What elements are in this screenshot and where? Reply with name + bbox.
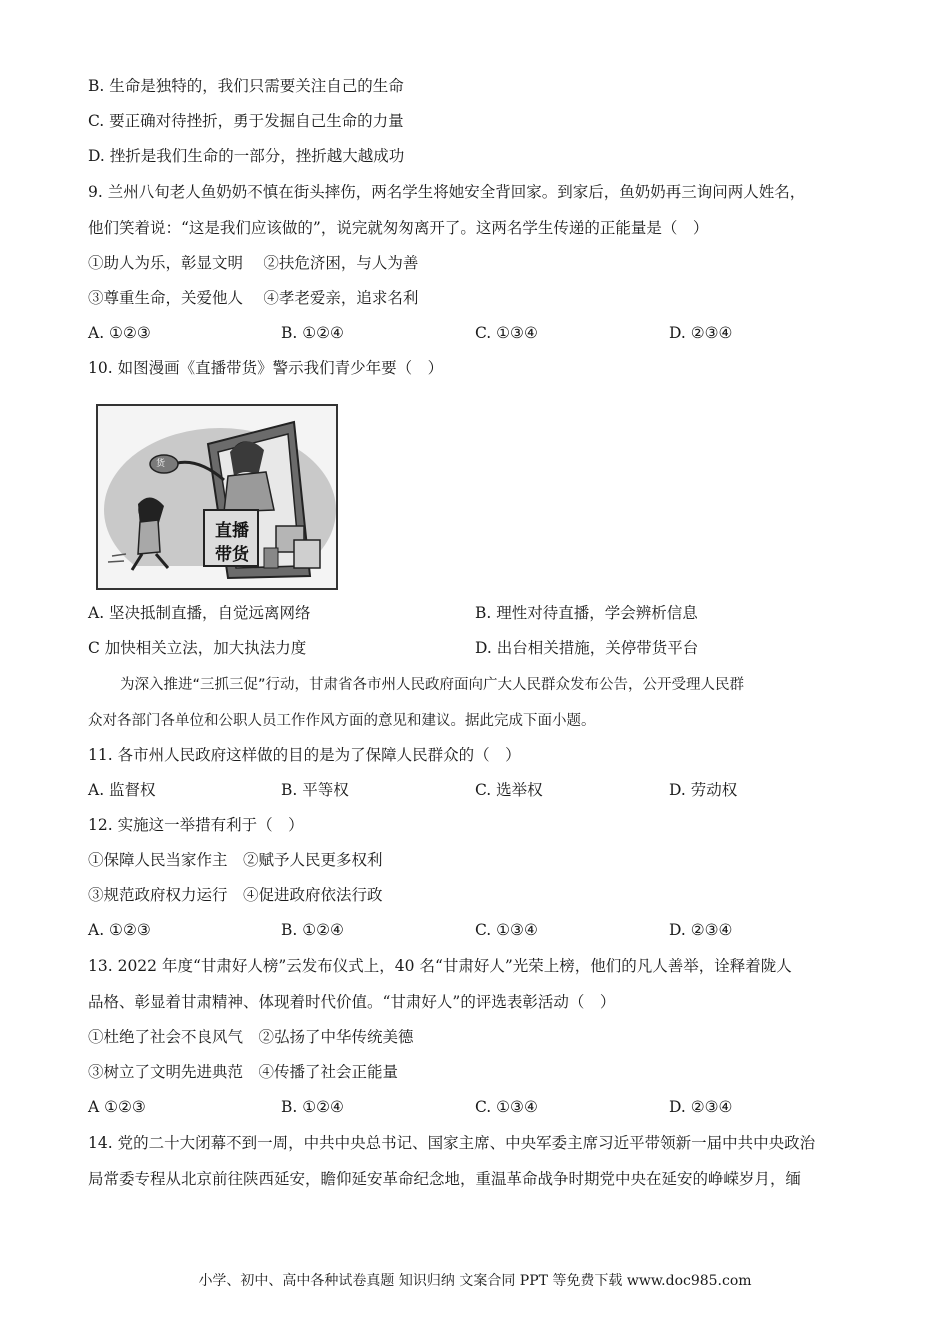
q11-option-c: C. 选举权 — [475, 781, 543, 799]
q12-statements-2: ③规范政府权力运行 ④促进政府依法行政 — [88, 886, 383, 904]
q13-stem-line2: 品格、彰显着甘肃精神、体现着时代价值。“甘肃好人”的评选表彰活动（ ） — [88, 993, 616, 1011]
q13-statements-1: ①杜绝了社会不良风气 ②弘扬了中华传统美德 — [88, 1028, 414, 1046]
sign-text-line1: 直播 — [215, 521, 249, 541]
livestream-cartoon — [96, 404, 338, 590]
material-intro-line2: 众对各部门各单位和公职人员工作作风方面的意见和建议。据此完成下面小题。 — [88, 713, 596, 729]
q11-stem: 11. 各市州人民政府这样做的目的是为了保障人民群众的（ ） — [88, 746, 521, 764]
q9-option-b: B. ①②④ — [281, 324, 344, 342]
q12-option-b: B. ①②④ — [281, 921, 344, 939]
q9-statements-2: ③尊重生命，关爱他人 ④孝老爱亲，追求名利 — [88, 289, 419, 307]
q13-statements-2: ③树立了文明先进典范 ④传播了社会正能量 — [88, 1063, 399, 1081]
q13-option-b: B. ①②④ — [281, 1098, 344, 1116]
q10-option-a: A. 坚决抵制直播，自觉远离网络 — [88, 604, 311, 622]
q13-option-c: C. ①③④ — [475, 1098, 538, 1116]
page-footer: 小学、初中、高中各种试卷真题 知识归纳 文案合同 PPT 等免费下载 www.doc985.com — [198, 1273, 752, 1289]
q8-option-c: C. 要正确对待挫折，勇于发掘自己生命的力量 — [88, 112, 404, 130]
q12-option-c: C. ①③④ — [475, 921, 538, 939]
q9-stem-line2: 他们笑着说：“这是我们应该做的”，说完就匆匆离开了。这两名学生传递的正能量是（ ） — [88, 219, 709, 237]
q9-statements-1: ①助人为乐，彰显文明 ②扶危济困，与人为善 — [88, 254, 419, 272]
sign-text-line2: 带货 — [215, 545, 249, 565]
q9-option-d: D. ②③④ — [669, 324, 733, 342]
q8-option-d: D. 挫折是我们生命的一部分，挫折越大越成功 — [88, 147, 405, 165]
q10-stem: 10. 如图漫画《直播带货》警示我们青少年要（ ） — [88, 359, 444, 377]
q13-stem-line1: 13. 2022 年度“甘肃好人榜”云发布仪式上，40 名“甘肃好人”光荣上榜，他们的凡人善举，诠释着陇人 — [88, 957, 792, 975]
q14-stem-line1: 14. 党的二十大闭幕不到一周，中共中央总书记、国家主席、中央军委主席习近平带领新一届中共中央政治 — [88, 1134, 816, 1152]
product-label: 货 — [156, 459, 166, 469]
q11-option-b: B. 平等权 — [281, 781, 349, 799]
q9-option-a: A. ①②③ — [88, 324, 151, 342]
q8-option-b: B. 生命是独特的，我们只需要关注自己的生命 — [88, 77, 404, 95]
q11-option-d: D. 劳动权 — [669, 781, 738, 799]
q12-option-d: D. ②③④ — [669, 921, 733, 939]
q10-option-b: B. 理性对待直播，学会辨析信息 — [475, 604, 698, 622]
q9-stem-line1: 9. 兰州八旬老人鱼奶奶不慎在街头摔伤，两名学生将她安全背回家。到家后，鱼奶奶再三询问两人姓名， — [88, 183, 806, 201]
q9-option-c: C. ①③④ — [475, 324, 538, 342]
q11-option-a: A. 监督权 — [88, 781, 156, 799]
q10-option-d: D. 出台相关措施，关停带货平台 — [475, 639, 699, 657]
q12-stem: 12. 实施这一举措有利于（ ） — [88, 816, 304, 834]
q12-option-a: A. ①②③ — [88, 921, 151, 939]
q14-stem-line2: 局常委专程从北京前往陕西延安，瞻仰延安革命纪念地，重温革命战争时期党中央在延安的峥嵘岁月，缅 — [88, 1170, 802, 1188]
material-intro-line1: 为深入推进“三抓三促”行动，甘肃省各市州人民政府面向广大人民群众发布公告，公开受理人民群 — [120, 677, 745, 693]
q13-option-a: A ①②③ — [88, 1098, 146, 1116]
q13-option-d: D. ②③④ — [669, 1098, 733, 1116]
q10-option-c: C 加快相关立法，加大执法力度 — [88, 639, 307, 657]
q12-statements-1: ①保障人民当家作主 ②赋予人民更多权利 — [88, 851, 383, 869]
